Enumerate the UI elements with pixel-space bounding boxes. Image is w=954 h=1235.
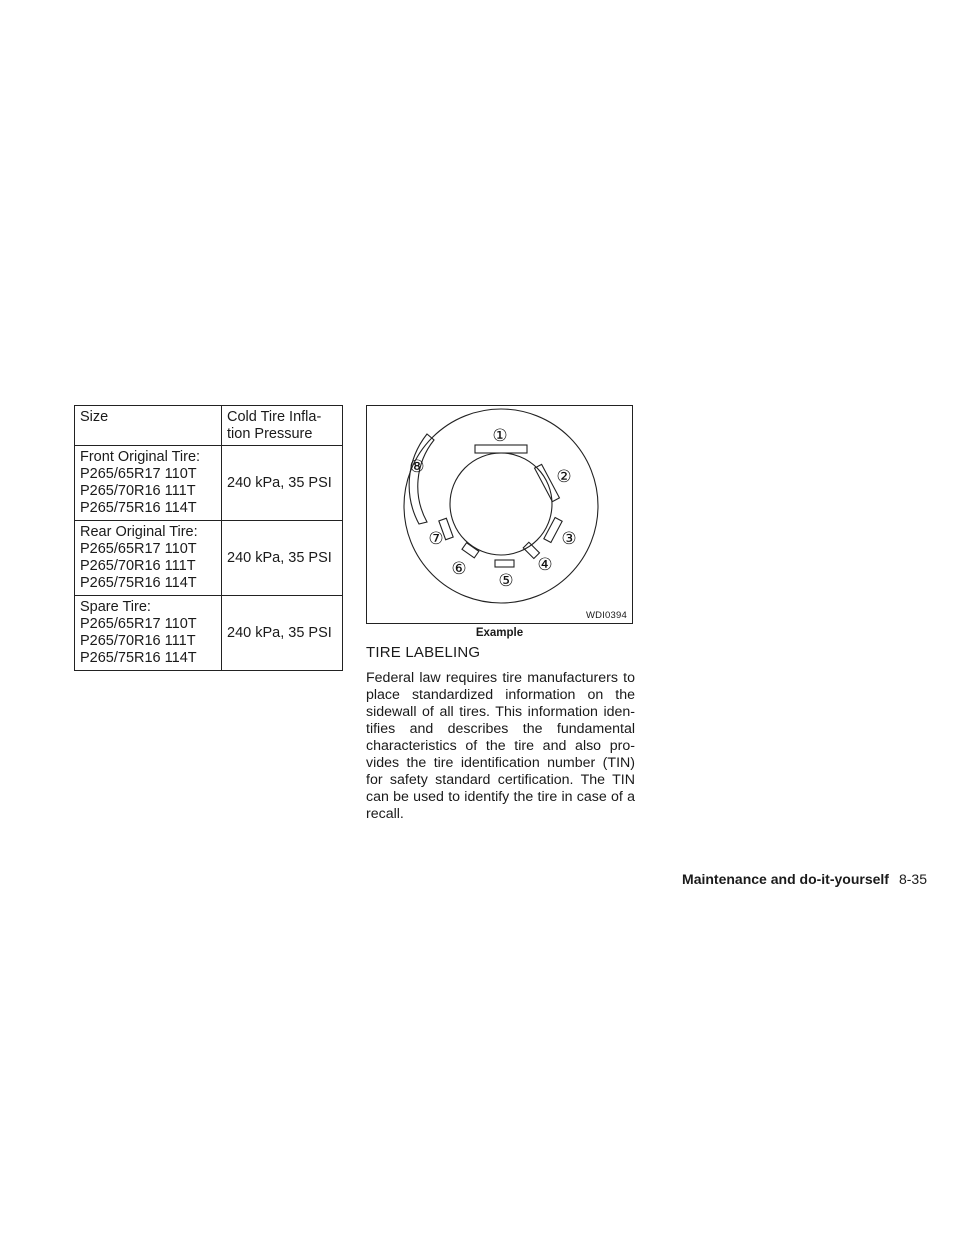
page-number: 8-35 — [898, 871, 927, 887]
table-header-row — [75, 406, 343, 446]
label-area-1 — [475, 445, 527, 453]
table-row — [75, 521, 343, 596]
size-header: Size — [75, 406, 222, 446]
figure-caption: Example — [475, 627, 524, 639]
tire-pressure-table — [74, 405, 343, 671]
label-area-6 — [462, 543, 479, 558]
callout-1: ① — [492, 426, 508, 446]
callout-2: ② — [556, 467, 572, 487]
section-heading: TIRE LABELING — [366, 644, 481, 661]
pressure-header: Cold Tire Infla- tion Pressure — [222, 406, 343, 446]
label-area-3 — [544, 518, 562, 543]
pressure-cell: 240 kPa, 35 PSI — [222, 521, 343, 596]
table-row — [75, 596, 343, 671]
label-area-8 — [409, 434, 434, 524]
callout-5: ⑤ — [498, 571, 514, 591]
callout-8: ⑧ — [409, 457, 425, 477]
label-area-5 — [495, 560, 514, 567]
pressure-cell: 240 kPa, 35 PSI — [222, 446, 343, 521]
callout-4: ④ — [537, 555, 553, 575]
callout-6: ⑥ — [451, 559, 467, 579]
callout-3: ③ — [561, 529, 577, 549]
figure-code: WDI0394 — [585, 610, 627, 621]
tire-sidewall-figure — [366, 405, 633, 624]
section-body: Federal law requires tire manufacturers to place standardized information on the sidewall of all tires. This information iden-tifies and describes the fundamental characteristics of the tire and also pro-vides the tire identification number (TIN) for safety standard certification. The TIN can be used to identify the tire in case of a recall. — [366, 670, 635, 822]
page-footer — [682, 871, 927, 887]
wheel-rim — [450, 453, 552, 555]
table-row — [75, 446, 343, 521]
footer-section-title: Maintenance and do-it-yourself — [682, 871, 889, 887]
pressure-cell: 240 kPa, 35 PSI — [222, 596, 343, 671]
callout-7: ⑦ — [428, 529, 444, 549]
size-cell: Spare Tire: P265/65R17 110T P265/70R16 111T P265/75R16 114T — [75, 596, 222, 671]
size-cell: Front Original Tire: P265/65R17 110T P265/70R16 111T P265/75R16 114T — [75, 446, 222, 521]
tire-sidewall-diagram — [367, 406, 634, 625]
size-cell: Rear Original Tire: P265/65R17 110T P265/70R16 111T P265/75R16 114T — [75, 521, 222, 596]
